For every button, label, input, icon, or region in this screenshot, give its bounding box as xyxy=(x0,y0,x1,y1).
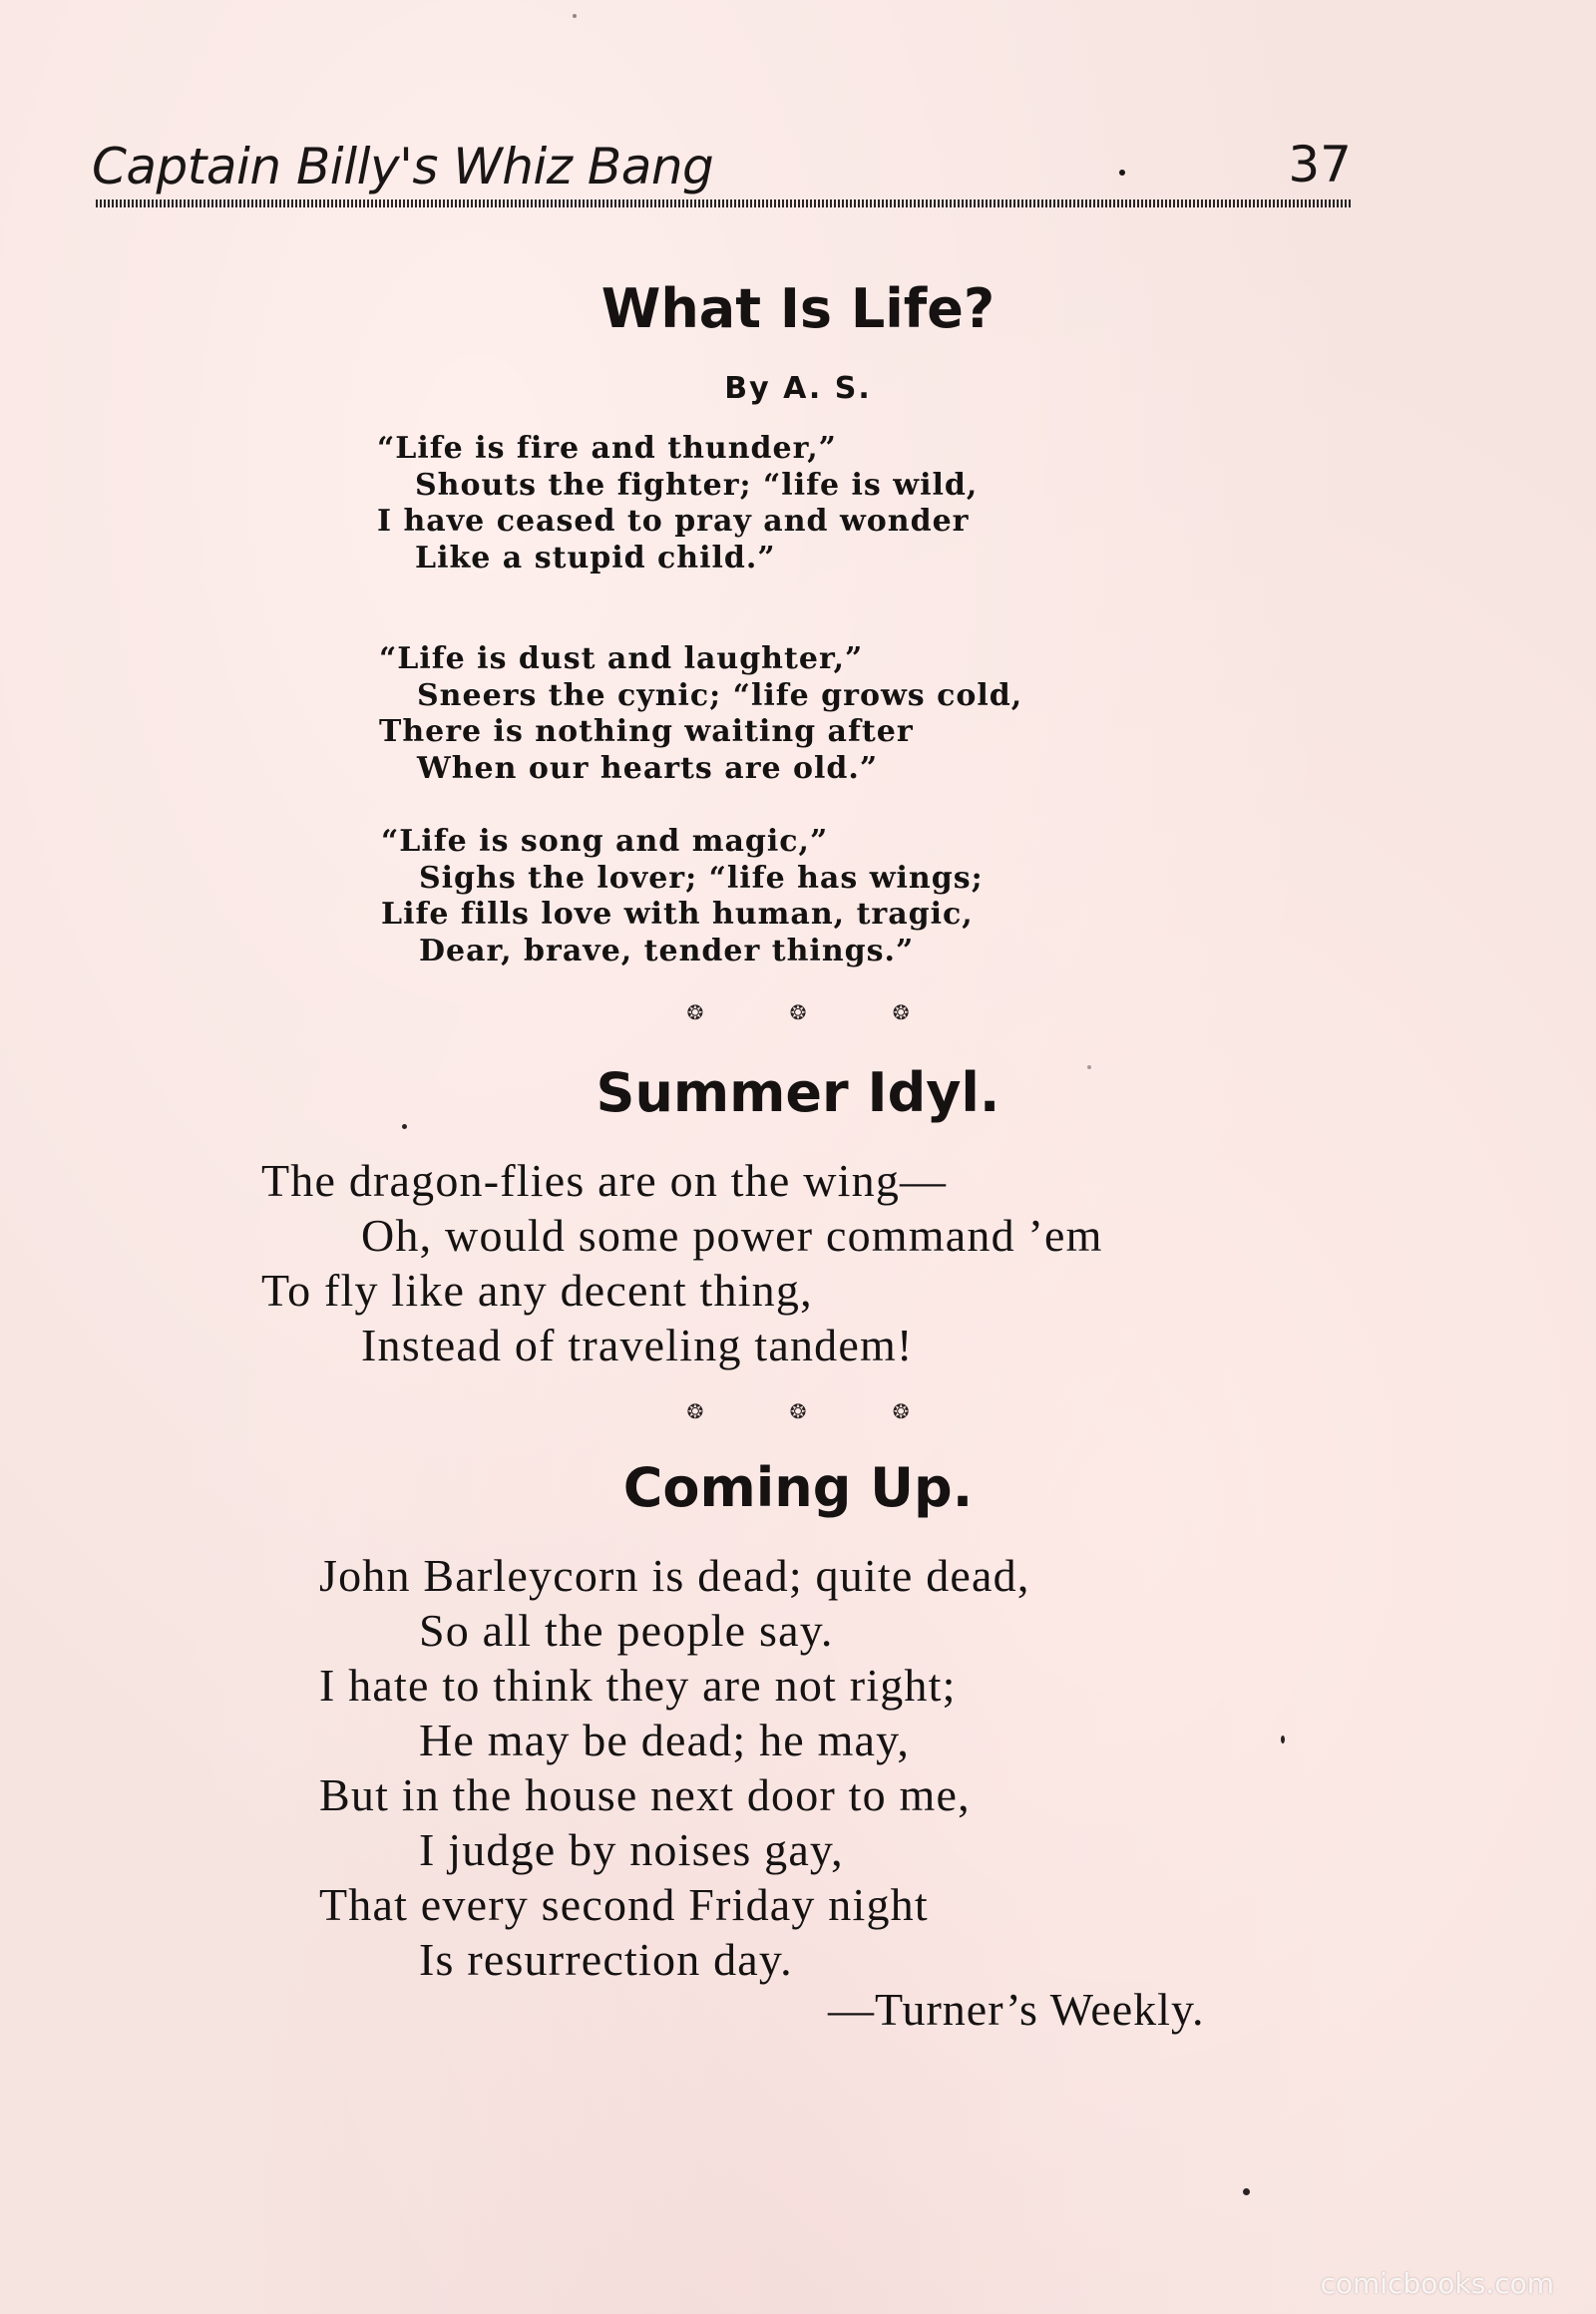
poem-line: But in the house next door to me, xyxy=(319,1769,971,1820)
poem-line: Life fills love with human, tragic, xyxy=(381,897,974,932)
header-dot xyxy=(1119,170,1125,176)
page-number: 37 xyxy=(1288,136,1352,193)
poem-line: Dear, brave, tender things.” xyxy=(419,933,915,968)
poem-line: Sneers the cynic; “life grows cold, xyxy=(417,677,1023,713)
paper-speck xyxy=(1281,1736,1285,1743)
poem-title-summer-idyl: Summer Idyl. xyxy=(596,1061,1000,1124)
poem-line: I judge by noises gay, xyxy=(419,1824,844,1875)
watermark: comicbooks.com xyxy=(1320,2267,1554,2300)
poem-coming-up xyxy=(319,1548,1030,1987)
poem-line: “Life is dust and laughter,” xyxy=(379,641,864,676)
running-title: Captain Billy's Whiz Bang xyxy=(92,138,714,195)
poem-line: Sighs the lover; “life has wings; xyxy=(419,860,984,896)
poem-line: Shouts the fighter; “life is wild, xyxy=(415,467,979,503)
poem-line: John Barleycorn is dead; quite dead, xyxy=(319,1550,1030,1601)
poem-stanza-1 xyxy=(377,431,978,577)
poem-line: So all the people say. xyxy=(419,1605,834,1656)
paper-speck xyxy=(1087,1065,1091,1069)
poem-byline: By A. S. xyxy=(724,371,872,406)
poem-line: Is resurrection day. xyxy=(419,1934,793,1985)
poem-line: That every second Friday night xyxy=(319,1879,929,1930)
poem-line: I hate to think they are not right; xyxy=(319,1660,957,1711)
poem-line: “Life is fire and thunder,” xyxy=(377,431,837,466)
poem-title-what-is-life: What Is Life? xyxy=(600,277,996,340)
header-rule xyxy=(96,199,1351,207)
poem-summer-idyl xyxy=(261,1153,1103,1372)
poem-attribution: —Turner’s Weekly. xyxy=(828,1984,1205,2035)
poem-line: Oh, would some power command ’em xyxy=(361,1210,1103,1261)
poem-line: To fly like any decent thing, xyxy=(261,1265,813,1316)
poem-line: Like a stupid child.” xyxy=(415,540,776,576)
poem-line: The dragon-flies are on the wing— xyxy=(261,1155,948,1206)
poem-title-coming-up: Coming Up. xyxy=(622,1456,974,1519)
poem-line: Instead of traveling tandem! xyxy=(361,1320,914,1370)
poem-line: He may be dead; he may, xyxy=(419,1715,911,1765)
poem-line: There is nothing waiting after xyxy=(379,714,914,749)
ornament-divider: ❂ ❂ ❂ xyxy=(686,1399,910,1423)
poem-stanza-3 xyxy=(381,824,984,969)
paper-speck xyxy=(402,1124,407,1129)
poem-line: When our hearts are old.” xyxy=(417,750,879,786)
ornament-divider: ❂ ❂ ❂ xyxy=(686,1000,910,1024)
poem-line: I have ceased to pray and wonder xyxy=(377,504,970,539)
paper-speck xyxy=(1243,2188,1250,2195)
poem-line: “Life is song and magic,” xyxy=(381,824,829,859)
paper-speck xyxy=(573,14,577,18)
poem-stanza-2 xyxy=(379,641,1022,787)
